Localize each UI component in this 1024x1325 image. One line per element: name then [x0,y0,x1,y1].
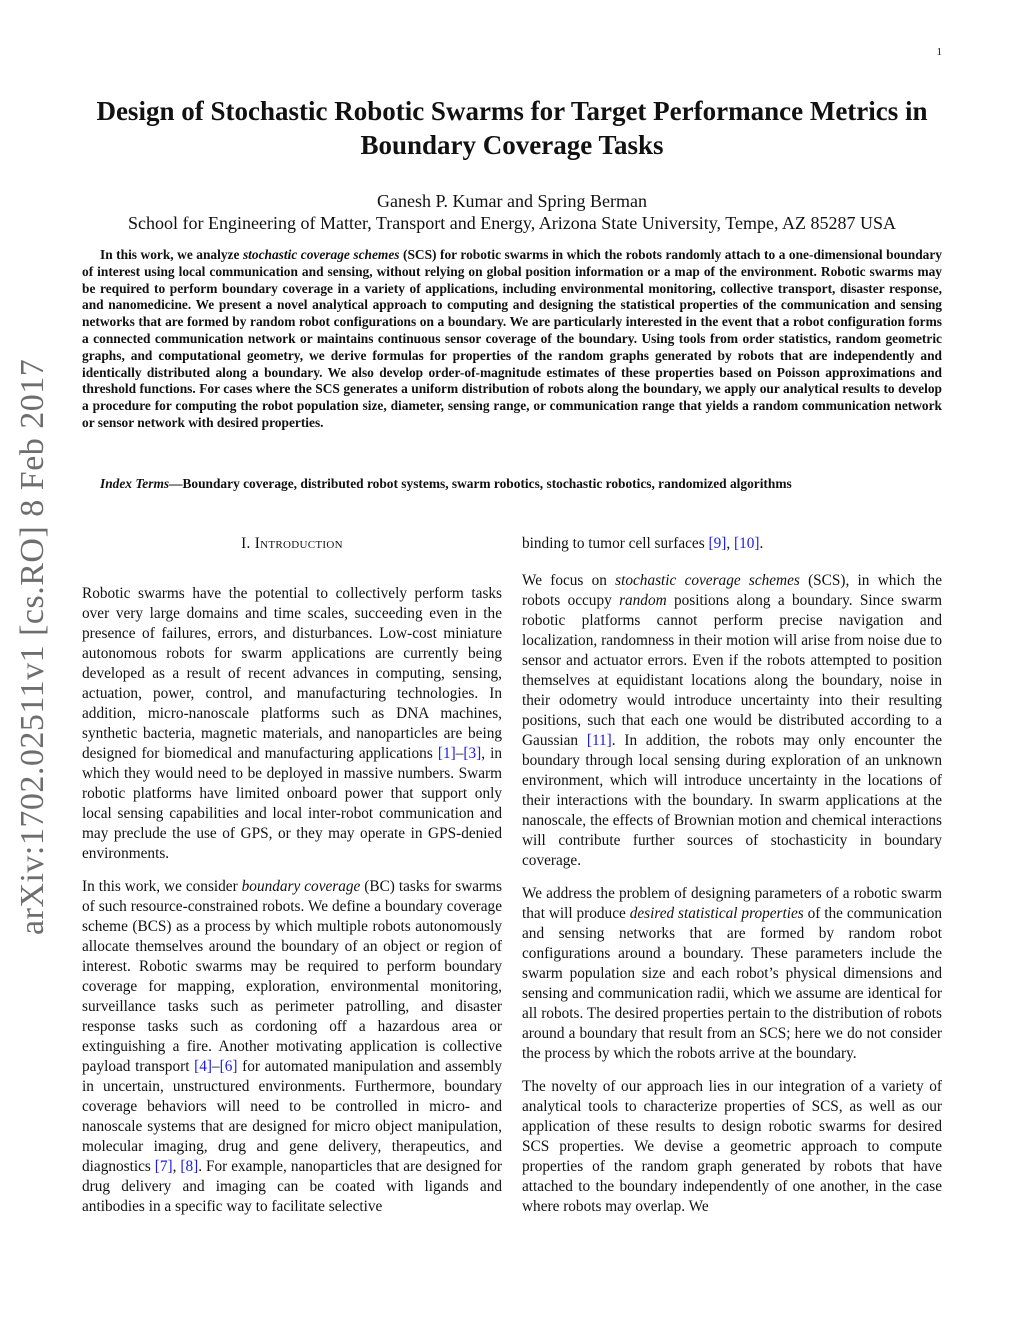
page-number: 1 [936,46,942,58]
paragraph [522,884,942,1064]
paragraph [522,534,942,554]
paragraph-text: (SCS), in which the robots occupy [522,572,942,609]
abstract-text: In this work, we analyze [100,247,243,262]
authors: Ganesh P. Kumar and Spring Berman [377,191,647,211]
paragraph [522,571,942,871]
paragraph-text: binding to tumor cell surfaces [522,535,709,552]
citation-link[interactable]: [3] [463,745,482,762]
citation-link[interactable]: [9] [708,535,727,552]
citation-link[interactable]: [11] [586,732,612,749]
abstract [82,247,942,432]
paragraph-text: – [455,745,464,762]
emphasis-text: desired statistical properties [629,905,804,922]
citation-link[interactable]: [7] [154,1158,173,1175]
index-terms [82,475,942,492]
paragraph [82,584,502,864]
paragraph-text: Robotic swarms have the potential to collectively perform tasks over very large domains and time scales, succeeding even in the presence of failures, errors, and disturbances. Low-cost miniature autonomous robots for swarm applications are currently being developed as a result of recent advances in computing, sensing, actuation, power, control, and manufacturing technologies. In addition, micro-nanoscale platforms such as DNA machines, synthetic bacteria, magnetic materials, and nanoparticles are being designed for biomedical and manufacturing applications [82,585,502,762]
right-column [522,534,942,1230]
paragraph [522,1077,942,1217]
paragraph-text: We address the problem of designing parameters of a robotic swarm that will produce [522,885,942,922]
paragraph-text: The novelty of our approach lies in our integration of a variety of analytical tools to characterize properties of SCS, as well as our application of these results to design robotic swarms for desired SCS properties. We devise a geometric approach to compute properties of the random graph generated by robots that have attached to the boundary independently of one another, in the case where robots may overlap. We [522,1078,942,1215]
paragraph-text: We focus on [522,572,616,589]
paragraph-text: , in which they would need to be deployed in massive numbers. Swarm robotic platforms have limited onboard power that support only local sensing capabilities and local inter-robot communication and may preclude the use of GPS, or they may operate in GPS-denied environments. [82,745,503,862]
emphasis-text: boundary coverage [241,878,361,895]
section-heading: I. Introduction [241,535,343,552]
citation-link[interactable]: [6] [219,1058,238,1075]
abstract-emphasis: stochastic coverage schemes [242,247,400,262]
abstract-text: (SCS) for robotic swarms in which the robots randomly attach to a one-dimensional boundary of interest using local communication and sensing, without relying on global position information or a map of the environment. Robotic swarms may be required to perform boundary coverage in a variety of applications, including environmental monitoring, collective transport, disaster response, and nanomedicine. We present a novel analytical approach to computing and designing the statistical properties of the communication and sensing networks that are formed by random robot configurations on a boundary. We are particularly interested in the event that a robot configuration forms a connected communication network or maintains continuous sensor coverage of the boundary. Using tools from order statistics, random geometric graphs, and computational geometry, we derive formulas for properties of the random graphs generated by robots that are independently and identically distributed along a boundary. We also develop order-of-magnitude estimates of these properties based on Poisson approximations and threshold functions. For cases where the SCS generates a uniform distribution of robots along the boundary, we apply our analytical results to develop a procedure for computing the robot population size, diameter, sensing range, or communication range that yields a random communication network or sensor network with desired properties. [82,247,942,430]
paragraph [82,877,502,1217]
paragraph-text: for automated manipulation and assembly in uncertain, unstructured environments. Furthermore, boundary coverage behaviors will need to be controlled in micro- and nanoscale systems that are designed for micro object manipulation, molecular imaging, drug and gene delivery, therapeutics, and diagnostics [82,1058,502,1175]
paragraph-text: , [172,1158,181,1175]
citation-link[interactable]: [8] [180,1158,199,1175]
emphasis-text: random [619,592,667,609]
paragraph-text: positions along a boundary. Since swarm robotic platforms cannot perform precise navigation and localization, randomness in their motion will arise from noise due to sensor and actuator errors. Even if the robots attempted to position themselves at equidistant locations along the boundary, noise in their odometry would introduce uncertainty into their resulting positions, such that each one would be distributed according to a Gaussian [522,592,942,749]
paragraph-text: – [211,1058,220,1075]
paragraph-text: . For example, nanoparticles that are designed for drug delivery and imaging can be coated with ligands and antibodies in a specific way to facilitate selective [82,1158,502,1215]
paragraph-text: . [759,535,764,552]
index-terms-label: Index Terms [100,476,170,491]
paper-title: Design of Stochastic Robotic Swarms for Target Performance Metrics in Boundary Coverage Tasks [96,96,928,160]
paragraph-text: In this work, we consider [82,878,242,895]
left-column [82,534,502,1230]
emphasis-text: stochastic coverage schemes [615,572,800,589]
paragraph-text: (BC) tasks for swarms of such resource-constrained robots. We define a boundary coverage scheme (BCS) as a process by which multiple robots autonomously allocate themselves around the boundary of an object or region of interest. Robotic swarms may be required to perform boundary coverage for mapping, exploration, environmental monitoring, surveillance tasks such as perimeter patrolling, and disaster response tasks such as cordoning off a hazardous area or extinguishing a fire. Another motivating application is collective payload transport [82,878,502,1075]
index-terms-text: —Boundary coverage, distributed robot systems, swarm robotics, stochastic robotics, randomized algorithms [169,476,792,491]
affiliation: School for Engineering of Matter, Transport and Energy, Arizona State University, Tempe, AZ 85287 USA [128,213,896,233]
citation-link[interactable]: [1] [437,745,456,762]
citation-link[interactable]: [10] [734,535,760,552]
citation-link[interactable]: [4] [194,1058,212,1075]
paragraph-text: of the communication and sensing networks that are formed by random robot configurations around a boundary. These parameters include the swarm population size and each robot’s physical dimensions and sensing and communication radii, which we assume are identical for all robots. The desired properties pertain to the distribution of robots around a boundary that result from an SCS; here we do not consider the process by which the robots arrive at the boundary. [522,905,943,1062]
paragraph-text: , [726,535,734,552]
paragraph-text: . In addition, the robots may only encounter the boundary through local sensing during exploration of an unknown environment, which will introduce uncertainty in the locations of their interactions with the boundary. In swarm applications at the nanoscale, the effects of Brownian motion and chemical interactions will contribute further sources of stochasticity in boundary coverage. [522,732,942,869]
arxiv-identifier-stamp[interactable]: arXiv:1702.02511v1 [cs.RO] 8 Feb 2017 [14,358,51,935]
